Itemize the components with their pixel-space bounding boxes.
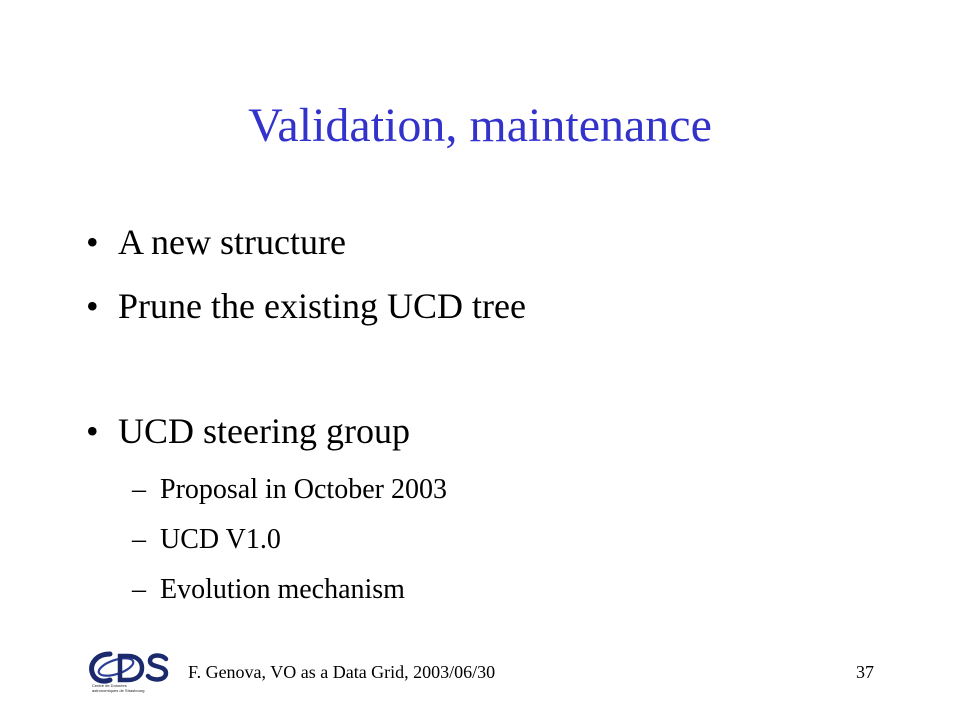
bullet-item [86, 284, 526, 328]
sub-bullet-item [132, 522, 281, 558]
bullet-text: A new structure [118, 222, 346, 262]
bullet-marker: • [86, 222, 99, 262]
sub-bullet-marker: – [132, 474, 146, 505]
footer-text: F. Genova, VO as a Data Grid, 2003/06/30 [188, 662, 496, 682]
page-number: 37 [856, 662, 874, 682]
slide-title: Validation, maintenance [248, 99, 712, 152]
sub-bullet-text: Proposal in October 2003 [160, 474, 447, 505]
sub-bullet-item [132, 572, 405, 608]
bullet-marker: • [86, 286, 99, 326]
logo-tagline: Centre de Données astronomiques de Strasbourg [92, 683, 145, 693]
bullet-item [86, 409, 410, 453]
sub-bullet-text: Evolution mechanism [160, 574, 405, 605]
bullet-text: Prune the existing UCD tree [118, 286, 526, 326]
sub-bullet-item [132, 472, 447, 508]
sub-bullet-text: UCD V1.0 [160, 524, 281, 555]
bullet-text: UCD steering group [118, 411, 410, 451]
bullet-item [86, 220, 346, 264]
bullet-marker: • [86, 411, 99, 451]
sub-bullet-marker: – [132, 524, 146, 555]
sub-bullet-marker: – [132, 574, 146, 605]
